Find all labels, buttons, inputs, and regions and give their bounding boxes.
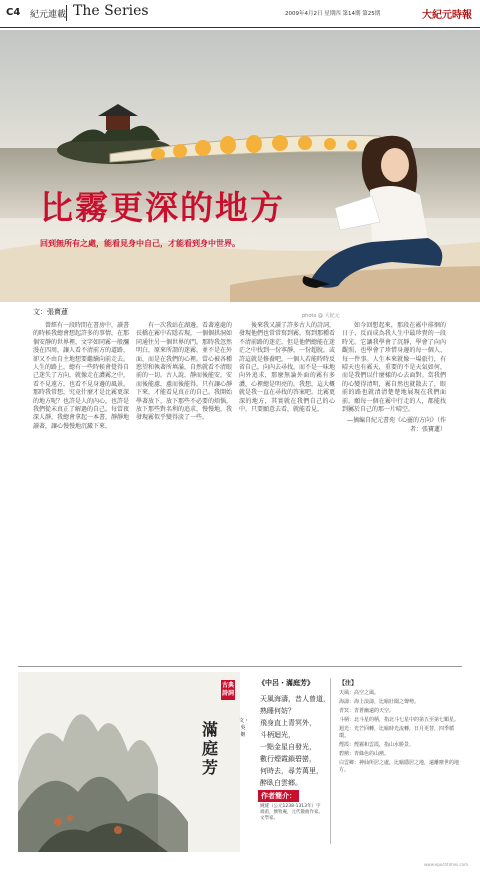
note-item: 白雲鄉：神仙所居之處，比喻隱居之地，遠離塵世的地方。 bbox=[339, 760, 460, 773]
poem-author-vertical: 文・吳姬 bbox=[239, 718, 250, 738]
masthead-logo: 大紀元時報 bbox=[422, 10, 472, 21]
poem-line: 天風海濤，昔人曾道， bbox=[260, 695, 330, 703]
poem-section bbox=[18, 672, 462, 852]
poem-line: 醉臥白雲鄉。 bbox=[260, 779, 302, 787]
poem-line: 熟睡何妨？ bbox=[260, 707, 295, 715]
section-name: 紀元連載 bbox=[30, 10, 67, 20]
notes-divider bbox=[330, 678, 331, 844]
article-signature: —摘編自紀元書苑《心靈的方向》（作者：張寶蓮） bbox=[346, 417, 446, 433]
author-label: 作者簡介： bbox=[258, 790, 299, 802]
note-item: 迴光：光芒回轉，比喻時光流轉，日月更替，四季循環。 bbox=[339, 726, 455, 739]
hero-illustration bbox=[0, 30, 480, 302]
article-column-3 bbox=[239, 322, 335, 657]
section-divider bbox=[18, 666, 462, 667]
dateline: 2009年4月2日 星期四 第14期 第25期 bbox=[285, 11, 381, 17]
note-item: 煙霞：煙霧和雲霞，指山水勝景。 bbox=[339, 742, 415, 748]
article-paragraph: 如今回想起來，那段在霧中徘徊的日子，反而成為我人生中最珍貴的一段時光。它讓我學會了沉靜，學會了向內觀照，也學會了珍惜身邊的每一個人、每一件事。人生本來就像一場旅行，有晴天也有霧天，重要的不是天氣如何，而是我們以什麼樣的心去面對。當我們的心變得清明，霧自然也就散去了，眼前的路也就清清楚楚地展現在我們面前。願每一個在霧中行走的人，都能找到屬於自己的那一片晴空。 bbox=[342, 322, 446, 414]
article-paragraph: 有一次我站在湖邊，看著遠處的長橋在霧中若隱若現，一個個拱洞如同通往另一個世界的門。那時我忽然明白，原來所謂的迷霧，並不是在外面，而是在我們的心裡。當心被各種慾望和執著所填滿，自然就看不清眼前的一切。古人說，靜而後能安，安而後能慮，慮而後能得。只有讓心靜下來，才能看見真正的自己。我開始學著放下，放下那些不必要的煩惱，放下那些對名利的追求，慢慢地，我發現霧似乎變得淡了一些。 bbox=[136, 322, 233, 422]
article-column-2 bbox=[136, 322, 232, 657]
article-paragraph: 曾經有一段時間在書房中，讀書的時候我總會想起許多的事情，在那個安靜的世界裡，文字如同霧一般瀰漫在四周，讓人看不清前方的道路，卻又不由自主地想要繼續向前走去。人生的路上，總有一些時候會覺得自己迷失了方向，就像走在濃霧之中，看不見遠方，也看不見身邊的風景。那時我常想，究竟什麼才是比霧更深的地方呢？也許是人的內心，也許是我們從未真正了解過的自己。每當夜深人靜，我總會拿起一本書，靜靜地讀著，讓心慢慢地沉澱下來。 bbox=[33, 322, 130, 430]
note-item: 碧巒：青綠色的山巒。 bbox=[339, 751, 390, 757]
note-item: 天風：高空之風。 bbox=[339, 690, 380, 696]
page-footer: www.epochtimes.com bbox=[424, 862, 468, 867]
page-header bbox=[0, 0, 480, 28]
poem-title: 《中呂・滿庭芳》 bbox=[258, 678, 314, 687]
article-column-4 bbox=[342, 322, 446, 657]
author-bio: 姚燧（公元1238-1313年）字端甫，號牧庵，元代散曲作家、文學家。 bbox=[260, 804, 323, 821]
poem-big-title: 滿庭芳 bbox=[201, 720, 218, 777]
article-paragraph: 後來我又讀了許多古人的詩詞，發現他們也常常寫到霧，寫到那種看不清前路的迷茫。但是他們總能在迷茫之中找到一份寧靜，一份超脫。或許這就是修養吧，一個人若能時時反省自己，向內去尋找，而不是一味地向外追求，那麼無論外面的霧有多濃，心裡總是明亮的。我想，這大概就是我一直在尋找的答案吧。比霧更深的地方，其實就在我們自己的心中，只要願意去看，就能看見。 bbox=[239, 322, 336, 414]
article-title: 比霧更深的地方 bbox=[40, 188, 285, 227]
poem-line: 數行煙霞鎖碧巒， bbox=[260, 755, 316, 763]
poem-column-label: 古典詩詞 bbox=[221, 680, 235, 700]
article-subtitle: 回到無所有之處，能看見身中自己，才能看到身中世界。 bbox=[40, 239, 240, 248]
note-item: 海濤：海上浪濤，比喻壯闊之聲勢。 bbox=[339, 699, 420, 705]
poem-line: 何時去，尋芳萬里， bbox=[260, 767, 323, 775]
poem-line: 一點金星自發光， bbox=[260, 743, 316, 751]
notes-heading: 【注】 bbox=[339, 680, 358, 687]
byline: 文：張寶蓮 bbox=[33, 308, 68, 316]
poem-notes bbox=[339, 690, 459, 776]
series-label: The Series bbox=[73, 3, 149, 19]
poem-line: 斗柄迴光， bbox=[260, 731, 295, 739]
article-column-1 bbox=[33, 322, 129, 657]
note-item: 斗柄：北斗星的柄，指北斗七星中的第五至第七顆星。 bbox=[339, 717, 460, 723]
note-item: 青冥：青蒼幽遠的天空。 bbox=[339, 708, 395, 714]
page-number: C4 bbox=[6, 7, 21, 18]
image-caption: photo @ 大紀元 bbox=[302, 313, 340, 319]
header-divider bbox=[66, 5, 67, 21]
poem-line: 飛身直上青冥外， bbox=[260, 719, 316, 727]
